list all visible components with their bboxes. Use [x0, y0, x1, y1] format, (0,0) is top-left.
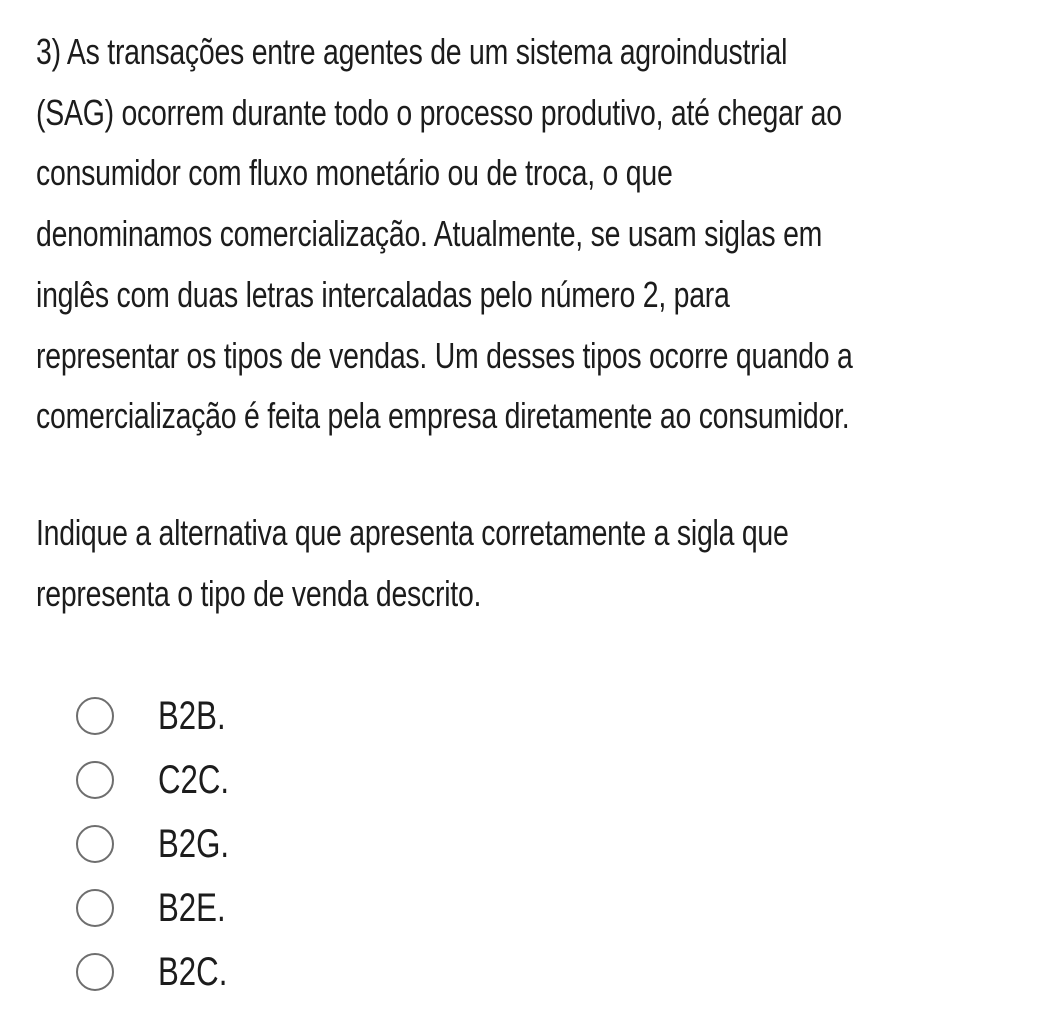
option-b2c[interactable] [76, 940, 476, 1004]
prompt-line: Indique a alternativa que apresenta corretamente a sigla que [36, 512, 789, 553]
answer-options [76, 684, 476, 1004]
radio-button[interactable] [76, 761, 114, 799]
question-line: (SAG) ocorrem durante todo o processo produtivo, até chegar ao [36, 91, 842, 133]
question-line: representar os tipos de vendas. Um desses tipos ocorre quando a [36, 334, 853, 376]
option-b2b[interactable] [76, 684, 476, 748]
prompt-line: representa o tipo de venda descrito. [36, 572, 482, 614]
option-b2e[interactable] [76, 876, 476, 940]
question-line: consumidor com fluxo monetário ou de troca, o que [36, 152, 673, 194]
option-label: B2E. [158, 886, 226, 930]
question-line: comercialização é feita pela empresa diretamente ao consumidor. [36, 395, 850, 437]
option-label: B2B. [158, 694, 226, 738]
question-text [36, 22, 1041, 447]
radio-button[interactable] [76, 953, 114, 991]
radio-button[interactable] [76, 825, 114, 863]
question-line: inglês com duas letras intercaladas pelo número 2, para [36, 273, 730, 315]
radio-button[interactable] [76, 889, 114, 927]
radio-button[interactable] [76, 697, 114, 735]
question-line: 3) As transações entre agentes de um sistema agroindustrial [36, 31, 788, 72]
option-label: B2G. [158, 822, 230, 866]
question-prompt [36, 503, 1041, 624]
option-label: C2C. [158, 758, 230, 802]
option-b2g[interactable] [76, 812, 476, 876]
option-label: B2C. [158, 950, 228, 994]
question-line: denominamos comercialização. Atualmente, se usam siglas em [36, 213, 823, 255]
option-c2c[interactable] [76, 748, 476, 812]
